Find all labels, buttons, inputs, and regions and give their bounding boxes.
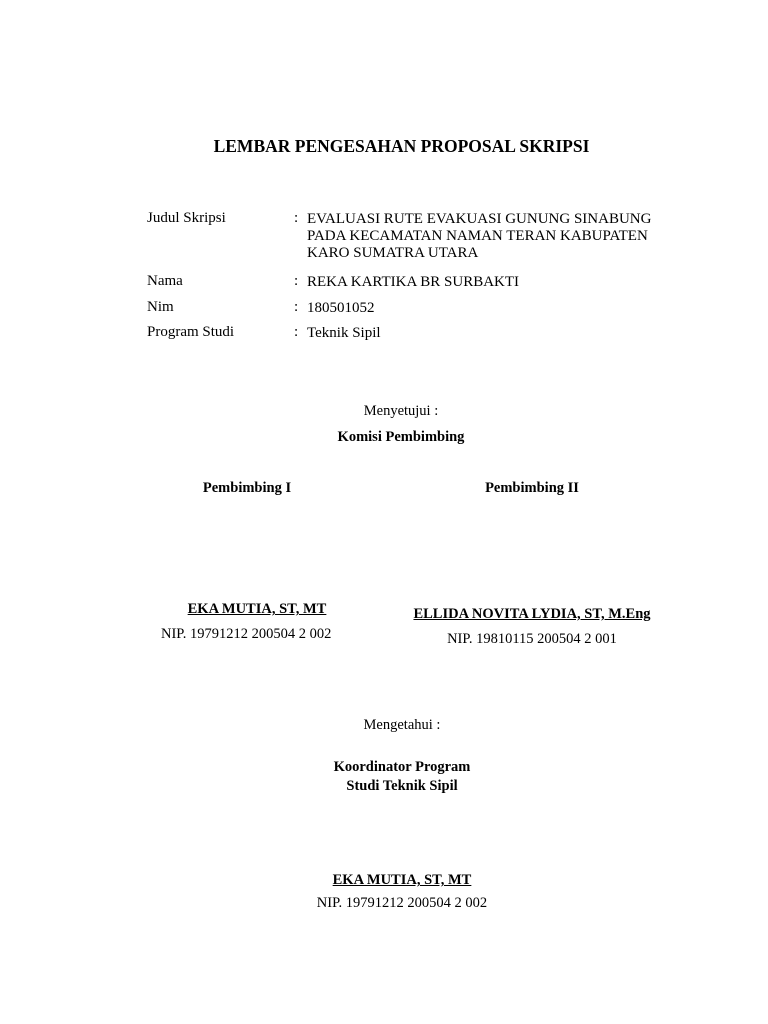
pembimbing-2-nip: NIP. 19810115 200504 2 001: [447, 631, 617, 647]
judul-line-3: KARO SUMATRA UTARA: [307, 245, 479, 261]
nama-colon: :: [294, 273, 299, 289]
judul-label: Judul Skripsi: [147, 210, 226, 226]
pembimbing-2-role: Pembimbing II: [485, 480, 579, 496]
menyetujui-label: Menyetujui :: [363, 403, 439, 419]
nama-label: Nama: [147, 273, 183, 289]
nim-value: 180501052: [307, 300, 375, 316]
nim-colon: :: [294, 299, 299, 315]
pembimbing-1-name: EKA MUTIA, ST, MT: [187, 601, 327, 617]
page-title: LEMBAR PENGESAHAN PROPOSAL SKRIPSI: [213, 136, 590, 156]
komisi-label: Komisi Pembimbing: [337, 429, 465, 445]
koordinator-line-2: Studi Teknik Sipil: [346, 778, 458, 794]
koordinator-nip: NIP. 19791212 200504 2 002: [316, 895, 488, 911]
prodi-value: Teknik Sipil: [307, 325, 381, 341]
pembimbing-1-nip: NIP. 19791212 200504 2 002: [161, 626, 332, 642]
mengetahui-label: Mengetahui :: [363, 717, 441, 733]
judul-line-1: EVALUASI RUTE EVAKUASI GUNUNG SINABUNG: [307, 211, 652, 227]
koordinator-name: EKA MUTIA, ST, MT: [332, 872, 472, 888]
pembimbing-1-role: Pembimbing I: [202, 480, 292, 496]
pembimbing-2-name: ELLIDA NOVITA LYDIA, ST, M.Eng: [413, 606, 651, 622]
nama-value: REKA KARTIKA BR SURBAKTI: [307, 274, 520, 290]
judul-colon: :: [294, 210, 299, 226]
prodi-label: Program Studi: [147, 324, 235, 340]
koordinator-line-1: Koordinator Program: [333, 759, 471, 775]
judul-line-2: PADA KECAMATAN NAMAN TERAN KABUPATEN: [307, 228, 648, 244]
prodi-colon: :: [294, 324, 299, 340]
nim-label: Nim: [147, 299, 174, 315]
